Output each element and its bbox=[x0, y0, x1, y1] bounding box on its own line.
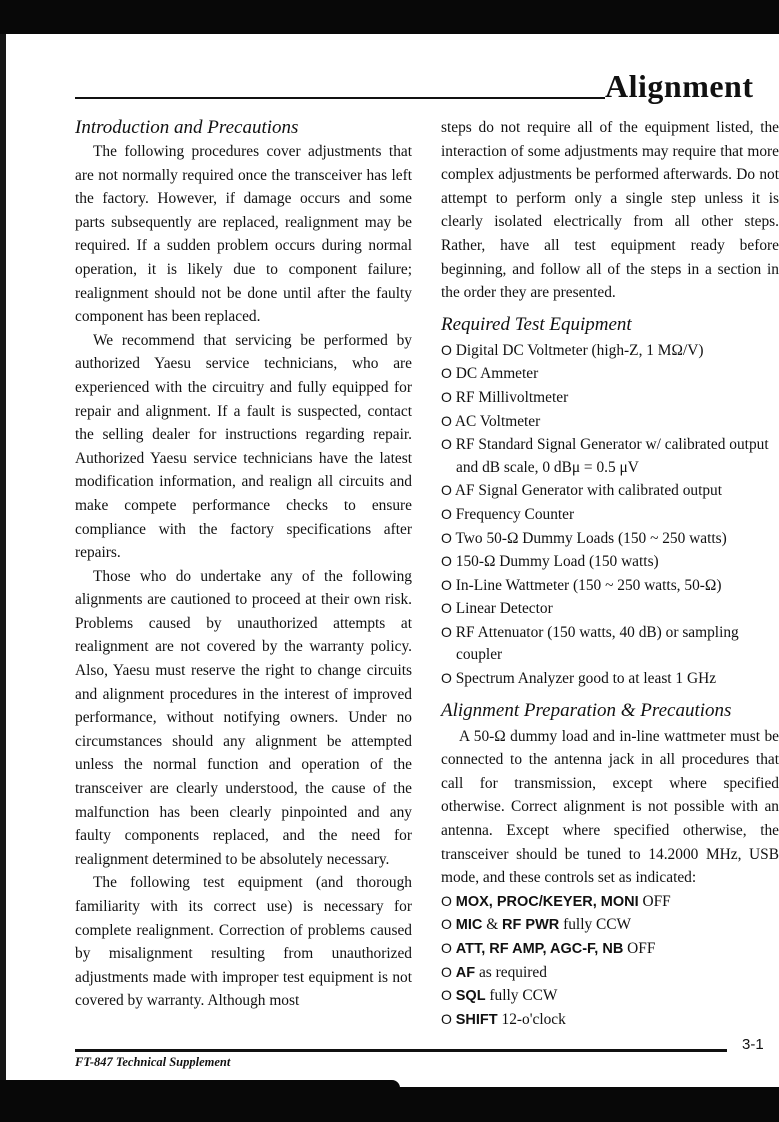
checkbox-circle-icon: O bbox=[441, 892, 452, 909]
intro-paragraph-2: We recommend that servicing be performed by authorized Yaesu service technicians, who are experienced with the circuitry and fully equipped for repair and alignment. If a fault is suspected, contact the selling dealer for instructions regarding repair. Authorized Yaesu service technicians have the latest modification information, and realign all circuits and make compete performance checks to ensure compliance with the factory specifications after repairs. bbox=[75, 331, 412, 562]
checkbox-circle-icon: O bbox=[441, 412, 452, 429]
list-item: O RF Millivoltmeter bbox=[441, 388, 569, 406]
list-item: O AF Signal Generator with calibrated output bbox=[441, 482, 723, 500]
page-title: Alignment bbox=[605, 68, 754, 104]
list-item: O Frequency Counter bbox=[441, 505, 575, 523]
intro-paragraph-3: Those who do undertake any of the following alignments are cautioned to proceed at their own risk. Problems caused by unauthorized attempts at realignment are not covered by the warranty policy. Also, Yaesu must reserve the right to change circuits and alignment procedures in the interest of improved performance, without notifying owners. Under no circumstances should any alignment be attempted unless the normal function and operation of the transceiver are clearly understood, the cause of the malfunction has been clearly pinpointed and any faulty components replaced, and the need for realignment determined to be absolutely necessary. bbox=[75, 567, 412, 868]
intro-paragraph-1: The following procedures cover adjustments that are not normally required once the transceiver has left the factory. However, if damage occurs and some parts subsequently are replaced, realignment may be required. If a sudden problem occurs during normal operation, it is likely due to component failure; realignment should not be done until after the faulty component has been replaced. bbox=[75, 143, 412, 326]
checkbox-circle-icon: O bbox=[441, 388, 452, 405]
checkbox-circle-icon: O bbox=[441, 623, 452, 640]
checkbox-circle-icon: O bbox=[441, 505, 452, 522]
list-item: O In-Line Wattmeter (150 ~ 250 watts, 50-Ω) bbox=[441, 576, 722, 594]
scan-border-left bbox=[0, 34, 6, 1087]
checkbox-circle-icon: O bbox=[441, 1010, 452, 1027]
checkbox-circle-icon: O bbox=[441, 576, 452, 593]
scan-border-bottom bbox=[0, 1087, 779, 1122]
list-item: O Two 50-Ω Dummy Loads (150 ~ 250 watts) bbox=[441, 529, 727, 547]
list-item: O RF Attenuator (150 watts, 40 dB) or sampling coupler bbox=[441, 623, 739, 664]
list-item: O RF Standard Signal Generator w/ calibrated output and dB scale, 0 dBμ = 0.5 μV bbox=[441, 436, 769, 476]
list-item: O ATT, RF AMP, AGC-F, NB OFF bbox=[441, 940, 656, 957]
list-item: O Digital DC Voltmeter (high-Z, 1 MΩ/V) bbox=[441, 341, 704, 359]
checkbox-circle-icon: O bbox=[441, 553, 452, 570]
checkbox-circle-icon: O bbox=[441, 365, 452, 382]
scan-border-top bbox=[0, 0, 779, 34]
checkbox-circle-icon: O bbox=[441, 940, 452, 956]
controls-list bbox=[441, 890, 779, 1032]
list-item: O SQL fully CCW bbox=[441, 987, 558, 1005]
list-item: O 150-Ω Dummy Load (150 watts) bbox=[441, 553, 659, 571]
checkbox-circle-icon: O bbox=[441, 670, 452, 687]
section-heading-introduction: Introduction and Precautions bbox=[75, 117, 299, 138]
list-item: O Linear Detector bbox=[441, 600, 553, 618]
footer-rule bbox=[75, 1049, 727, 1052]
checkbox-circle-icon: O bbox=[441, 482, 452, 499]
title-rule bbox=[75, 97, 605, 99]
continued-paragraph: steps do not require all of the equipment listed, the interaction of some adjustments may require that more complex adjustments be performed afterwards. Do not attempt to perform only a single step unless it is clearly isolated electrically from all other steps. Rather, have all test equipment ready before beginning, and follow all of the steps in a section in the order they are presented. bbox=[441, 119, 779, 302]
section-heading-test-equipment: Required Test Equipment bbox=[441, 313, 632, 335]
list-item: O AC Voltmeter bbox=[441, 412, 541, 430]
list-item: O MOX, PROC/KEYER, MONI OFF bbox=[441, 892, 671, 910]
checkbox-circle-icon: O bbox=[441, 436, 452, 453]
equipment-list bbox=[441, 339, 779, 691]
prep-paragraph: A 50-Ω dummy load and in-line wattmeter must be connected to the antenna jack in all procedures that call for transmission, except where specified otherwise. Correct alignment is not possible with an antenna. Except where specified otherwise, the transceiver should be tuned to 14.2000 MHz, USB mode, and these controls set as indicated: bbox=[441, 727, 779, 887]
page-number: 3-1 bbox=[742, 1036, 764, 1053]
list-item: O DC Ammeter bbox=[441, 365, 539, 383]
checkbox-circle-icon: O bbox=[441, 987, 452, 1004]
checkbox-circle-icon: O bbox=[441, 916, 452, 933]
checkbox-circle-icon: O bbox=[441, 600, 452, 617]
checkbox-circle-icon: O bbox=[441, 963, 452, 980]
intro-paragraph-4: The following test equipment (and thorough familiarity with its correct use) is necessary for complete realignment. Correction of problems caused by misalignment resulting from unauthorized adjustments made with improper test equipment is not covered by warranty. Although most bbox=[75, 874, 412, 1010]
section-heading-alignment-preparation: Alignment Preparation & Precautions bbox=[441, 699, 732, 721]
list-item: O SHIFT 12-o'clock bbox=[441, 1010, 566, 1028]
footer-title: FT-847 Technical Supplement bbox=[75, 1055, 231, 1069]
list-item: O MIC & RF PWR fully CCW bbox=[441, 916, 632, 934]
list-item: O AF as required bbox=[441, 963, 547, 981]
right-column bbox=[441, 116, 779, 1031]
left-column bbox=[75, 116, 412, 1013]
list-item: O Spectrum Analyzer good to at least 1 GHz bbox=[441, 670, 717, 688]
checkbox-circle-icon: O bbox=[441, 341, 452, 358]
checkbox-circle-icon: O bbox=[441, 529, 452, 546]
